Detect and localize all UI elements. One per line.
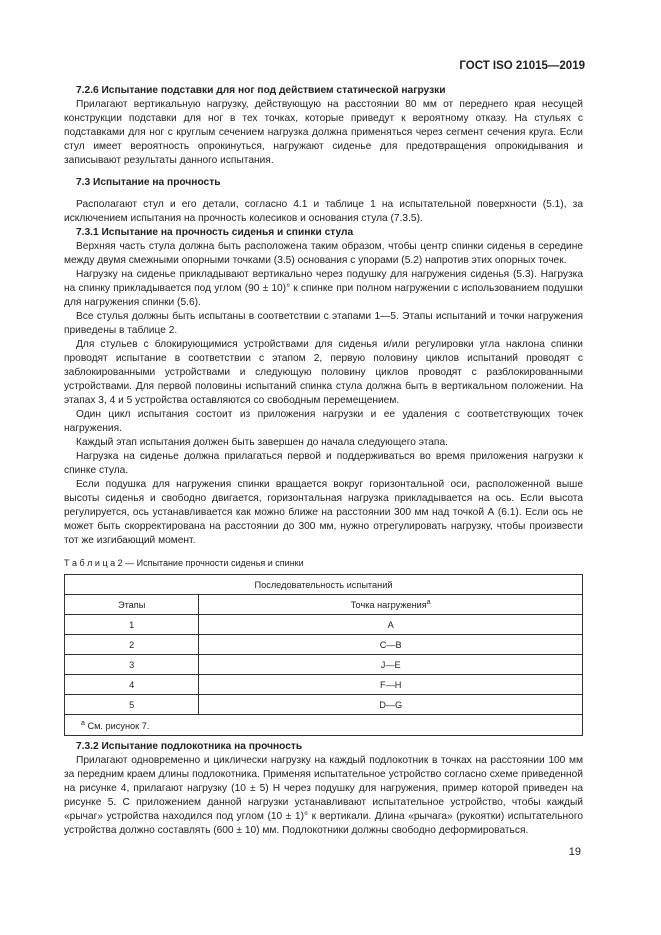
load-point-cell: C—B <box>199 635 583 655</box>
table-row <box>65 675 583 695</box>
paragraph: Нагрузка на сиденье должна прилагаться первой и поддерживаться во время приложения нагрузки к спинке стула. <box>64 451 583 476</box>
paragraph: Нагрузку на сиденье прикладывают вертикально через подушку для нагружения сиденья (5.3). Нагрузка на спинку прикладывается под углом (90 ± 10)° к спинке при полном нагружении с использованием подушки для нагружения спинки (5.6). <box>64 269 583 308</box>
document-header: ГОСТ ISO 21015—2019 <box>459 60 585 72</box>
test-sequence-table <box>64 574 583 736</box>
paragraph: Каждый этап испытания должен быть завершен до начала следующего этапа. <box>76 437 448 448</box>
stage-cell: 1 <box>65 615 199 635</box>
load-point-cell: F—H <box>199 675 583 695</box>
column-header-load-point: Точка нагружения$^a$ <box>199 595 583 615</box>
stage-cell: 5 <box>65 695 199 715</box>
table-caption: Т а б л и ц а 2 — Испытание прочности сиденья и спинки <box>64 558 304 568</box>
paragraph: Если подушка для нагружения спинки вращается вокруг горизонтальной оси, расположенной выше высоты сиденья и свободно двигается, горизонтальная нагрузка прикладывается на ось. Если высота регулируется, ось устанавливается как можно ближе на расстоянии 300 мм над точкой А (6.1). Если ось не может быть скорректирована на расстоянии до 300 мм, нужно отрегулировать нагрузку, чтобы произвести тот же изгибающий момент. <box>64 479 583 546</box>
paragraph: Все стулья должны быть испытаны в соответствии с этапами 1—5. Этапы испытаний и точки нагружения приведены в таблице 2. <box>64 311 583 336</box>
stage-cell: 4 <box>65 675 199 695</box>
paragraph: Прилагают вертикальную нагрузку, действующую на расстоянии 80 мм от переднего края несущей конструкции подставки для ног в тех точках, которые приведут к вероятному отказу. На стульях с подставками для ног с круглым сечением нагрузка должна применяться через сегмент сечения круга. Если стул имеет вероятность опрокинуться, нагружают сиденье для предотвращения опрокидывания и записывают результаты данного испытания. <box>64 99 583 166</box>
page-content <box>64 84 583 838</box>
table-row <box>65 655 583 675</box>
table-row <box>65 635 583 655</box>
page-number: 19 <box>568 846 581 858</box>
load-point-cell: A <box>199 615 583 635</box>
table-row <box>65 695 583 715</box>
paragraph: Прилагают одновременно и циклически нагрузку на каждый подлокотник в точках на расстоянии 100 мм за передним краем длины подлокотника. Применяя испытательное устройство согласно схеме приведенной на рисунке 4, прилагают нагрузку (10 ± 5) Н через подушку для нагружения, пример которой приведен на рисунке 5. С приложением данной нагрузки устанавливают испытательное устройство, чтобы каждый «рычаг» устройства находился под углом (10 ± 1)° к вертикали. Длина «рычага» (рукоятки) испытательного устройства должно составлять (600 ± 10) мм. Подлокотники должны свободно деформироваться. <box>64 755 583 836</box>
column-header-stages: Этапы <box>65 595 199 615</box>
heading-7-3-2: 7.3.2 Испытание подлокотника на прочность <box>76 741 303 752</box>
stage-cell: 2 <box>65 635 199 655</box>
footnote-mark: a <box>426 599 431 607</box>
table-footnote: $^a$ См. рисунок 7. <box>65 715 583 736</box>
stage-cell: 3 <box>65 655 199 675</box>
paragraph: Один цикл испытания состоит из приложения нагрузки и ее удаления с соответствующих точек нагружения. <box>64 409 583 434</box>
load-point-cell: D—G <box>199 695 583 715</box>
paragraph: Для стульев с блокирующимися устройствами для сиденья и/или регулировки угла наклона спинки проводят испытание в соответствии с этапом 2, первую половину циклов испытаний проводят с заблокированными устройствами и следующую половину циклов проводят с разблокированными устройствами. Для первой половины испытаний спинка стула должна быть в вертикальном положении. На этапах 3, 4 и 5 устройства оставляются со свободным перемещением. <box>64 339 583 406</box>
paragraph: Располагают стул и его детали, согласно 4.1 и таблице 1 на испытательной поверхности (5.1), за исключением испытания на прочность колесиков и основания стула (7.3.5). <box>64 199 583 224</box>
heading-7-3: 7.3 Испытание на прочность <box>76 177 221 188</box>
paragraph: Верхняя часть стула должна быть расположена таким образом, чтобы центр спинки сиденья в середине между двумя смежными опорными точками (3.5) основания с упорами (5.2) напротив этих опорных точек. <box>64 241 583 266</box>
table-group-header: Последовательность испытаний <box>65 575 583 595</box>
heading-7-2-6: 7.2.6 Испытание подставки для ног под действием статической нагрузки <box>76 85 446 96</box>
load-point-cell: J—E <box>199 655 583 675</box>
table-row <box>65 615 583 635</box>
heading-7-3-1: 7.3.1 Испытание на прочность сиденья и спинки стула <box>76 227 354 238</box>
